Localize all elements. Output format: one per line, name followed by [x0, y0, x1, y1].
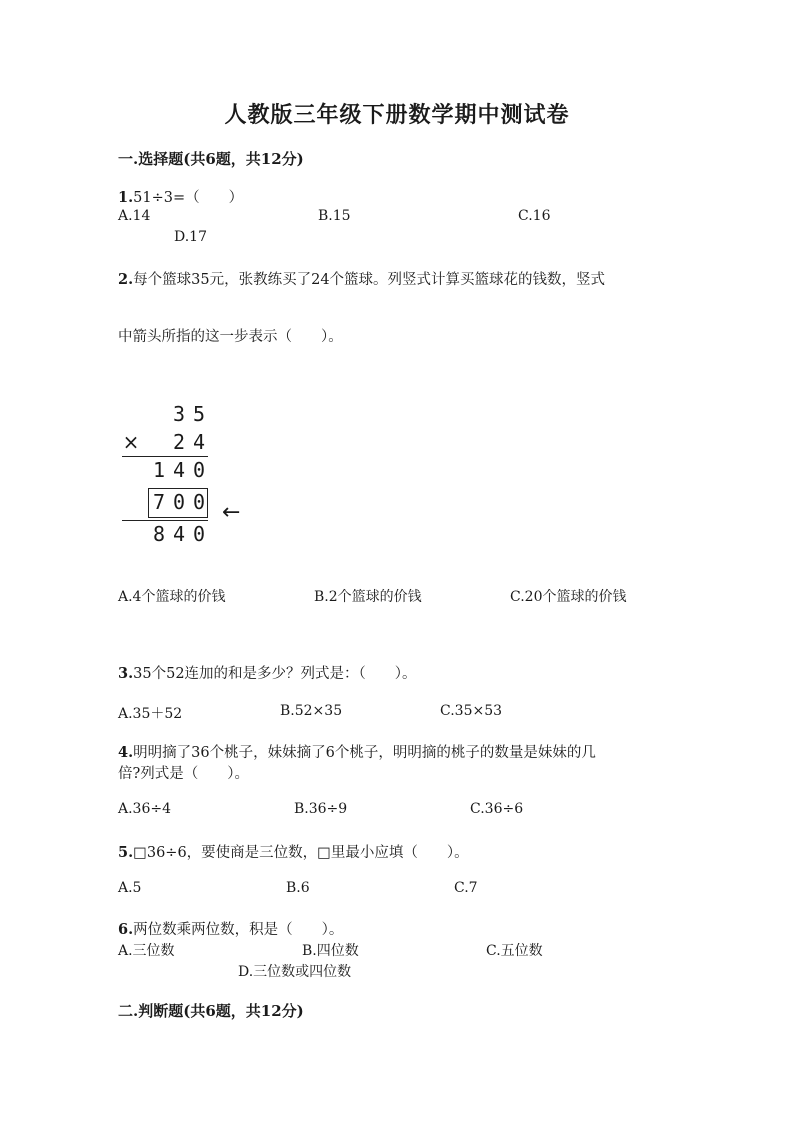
option-b: B.6 [286, 880, 310, 896]
option-b: B.四位数 [302, 943, 359, 959]
section-heading-judgment: 二.判断题(共6题，共12分) [118, 1002, 304, 1020]
section-heading-choice: 一.选择题(共6题，共12分) [118, 150, 304, 168]
question-number: 1. [118, 189, 134, 206]
question-number: 5. [118, 844, 134, 861]
option-d: D.17 [174, 229, 207, 245]
page-title: 人教版三年级下册数学期中测试卷 [224, 102, 570, 128]
digit: 8 [152, 522, 166, 546]
option-a: A.35＋52 [118, 706, 183, 722]
rule-line [122, 520, 208, 521]
left-arrow-icon: ← [222, 500, 241, 525]
digit: 4 [172, 458, 186, 482]
digit: 2 [172, 430, 186, 454]
rule-line [122, 456, 208, 457]
vertical-multiplication [118, 396, 258, 546]
digit: 0 [192, 522, 206, 546]
question-3 [118, 662, 417, 683]
question-text-line2: 倍?列式是（ ）。 [118, 766, 250, 782]
digit: 5 [192, 402, 206, 426]
question-number: 6. [118, 921, 134, 938]
question-text: 两位数乘两位数，积是（ ）。 [133, 922, 344, 938]
digit: 7 [152, 490, 166, 514]
option-a: A.36÷4 [118, 801, 172, 817]
option-c: C.20个篮球的价钱 [510, 589, 627, 605]
question-text: 51÷3=（ ） [133, 190, 244, 206]
multiply-sign: × [122, 430, 140, 454]
question-6 [118, 918, 343, 939]
question-1 [118, 186, 243, 207]
question-text: 35个52连加的和是多少？列式是：（ ）。 [133, 666, 417, 682]
option-a: A.4个篮球的价钱 [118, 589, 226, 605]
question-number: 3. [118, 665, 134, 682]
digit: 4 [192, 430, 206, 454]
digit: 4 [172, 522, 186, 546]
option-a: A.5 [118, 880, 142, 896]
option-c: C.16 [518, 208, 551, 224]
option-b: B.36÷9 [294, 801, 348, 817]
question-2 [118, 268, 605, 289]
question-5 [118, 841, 469, 862]
digit: 1 [152, 458, 166, 482]
option-c: C.35×53 [440, 703, 503, 719]
question-number: 4. [118, 744, 134, 761]
option-a: A.14 [118, 208, 151, 224]
question-text-line1: 每个篮球35元，张教练买了24个篮球。列竖式计算买篮球花的钱数，竖式 [133, 272, 606, 288]
option-c: C.36÷6 [470, 801, 524, 817]
option-b: B.52×35 [280, 703, 343, 719]
digit: 0 [192, 490, 206, 514]
question-text-line1: 明明摘了36个桃子，妹妹摘了6个桃子，明明摘的桃子的数量是妹妹的几 [133, 745, 596, 761]
digit: 0 [172, 490, 186, 514]
option-b: B.2个篮球的价钱 [314, 589, 422, 605]
question-text-line2: 中箭头所指的这一步表示（ ）。 [118, 329, 343, 345]
question-4 [118, 741, 596, 762]
question-text: □36÷6，要使商是三位数，□里最小应填（ ）。 [133, 845, 469, 861]
digit: 0 [192, 458, 206, 482]
option-c: C.五位数 [486, 943, 543, 959]
digit: 3 [172, 402, 186, 426]
option-c: C.7 [454, 880, 478, 896]
option-b: B.15 [318, 208, 351, 224]
option-d: D.三位数或四位数 [238, 964, 352, 980]
question-number: 2. [118, 271, 134, 288]
option-a: A.三位数 [118, 943, 175, 959]
